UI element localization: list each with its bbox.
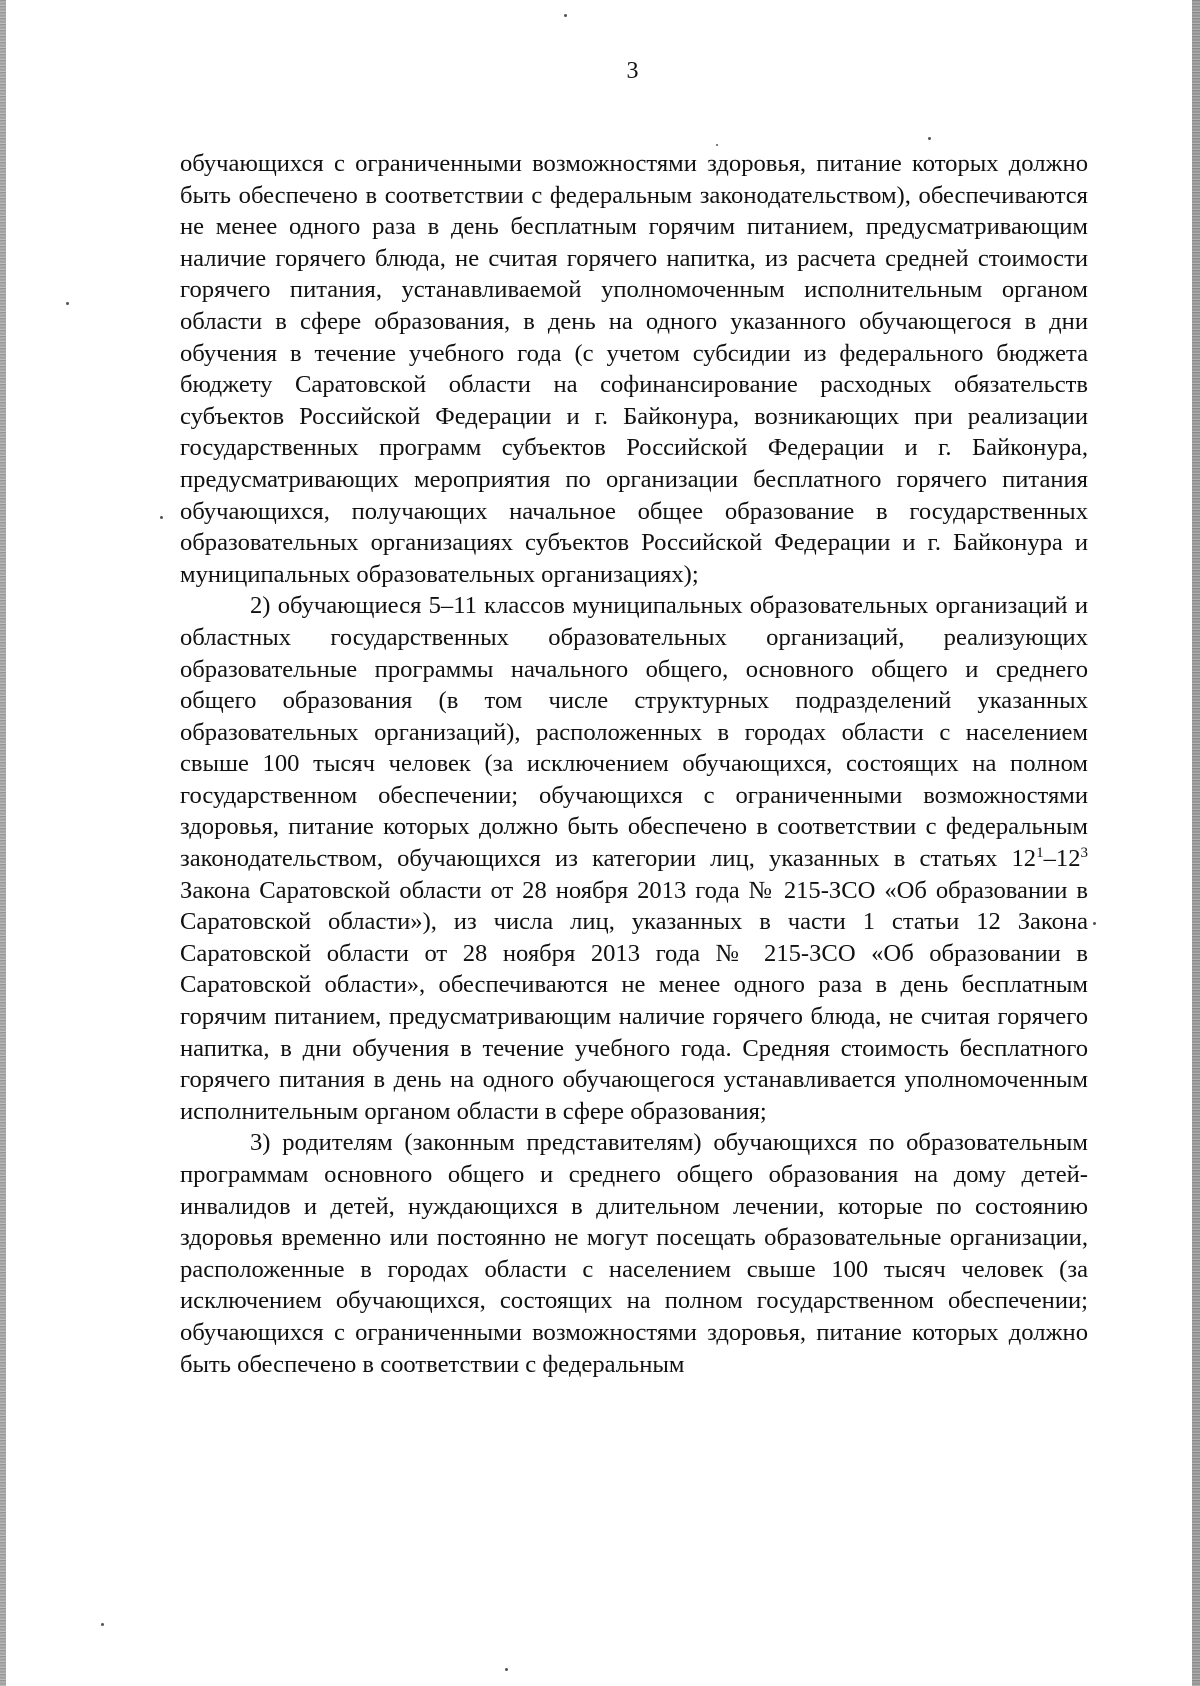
- superscript-article-end: 3: [1080, 844, 1088, 861]
- paragraph-item-2-text-c: Закона Саратовской области от 28 ноября 2013 года № 215-ЗСО «Об образовании в Саратовской области»), из числа лиц, указанных в части 1 статьи 12 Закона Саратовской области от 28 ноября 2013 года № 215-ЗСО «Об образовании в Саратовской области», обеспечиваются не менее одного раза в день бесплатным горячим питанием, предусматривающим наличие горячего блюда, не считая горячего напитка, в дни обучения в течение учебного года. Средняя стоимость бесплатного горячего питания в день на одного обучающегося устанавливается уполномоченным исполнительным органом области в сфере образования;: [180, 876, 1088, 1125]
- paragraph-continuation: обучающихся с ограниченными возможностями здоровья, питание которых должно быть обеспечено в соответствии с федеральным законодательством), обеспечиваются не менее одного раза в день бесплатным горячим питанием, предусматривающим наличие горячего блюда, не считая горячего напитка, из расчета средней стоимости горячего питания, устанавливаемой уполномоченным исполнительным органом области в сфере образования, в день на одного указанного обучающегося в дни обучения в течение учебного года (с учетом субсидии из федерального бюджета бюджету Саратовской области на софинансирование расходных обязательств субъектов Российской Федерации и г. Байконура, возникающих при реализации государственных программ субъектов Российской Федерации и г. Байконура, предусматривающих мероприятия по организации бесплатного горячего питания обучающихся, получающих начальное общее образование в государственных образовательных организациях субъектов Российской Федерации и г. Байконура и муниципальных образовательных организациях);: [180, 150, 1088, 588]
- scan-speck: [564, 14, 567, 17]
- scan-speck: [716, 144, 718, 146]
- scan-edge-right: [1192, 0, 1200, 1686]
- superscript-article-start: 1: [1036, 844, 1044, 861]
- scan-speck: [1093, 922, 1096, 925]
- paragraph-item-2: [180, 590, 1088, 1127]
- scan-edge-left: [0, 0, 6, 1686]
- scan-speck: [66, 302, 69, 305]
- paragraph-item-2-text-a: 2) обучающиеся 5–11 классов муниципальных образовательных организаций и областных государственных образовательных организаций, реализующих образовательные программы начального общего, основного общего и среднего общего образования (в том числе структурных подразделений указанных образовательных организаций), расположенных в городах области с населением свыше 100 тысяч человек (за исключением обучающихся, состоящих на полном государственном обеспечении; обучающихся с ограниченными возможностями здоровья, питание которых должно быть обеспечено в соответствии с федеральным законодательством, обучающихся из категории лиц, указанных в статьях 12: [180, 592, 1088, 873]
- page-number: 3: [626, 58, 639, 84]
- paragraph-item-2-text-b: –12: [1043, 845, 1081, 873]
- scan-speck: [928, 137, 931, 140]
- scan-speck: [505, 1668, 508, 1671]
- scan-speck: [101, 1623, 104, 1626]
- scan-speck: [160, 516, 163, 519]
- document-body: [180, 148, 1088, 1380]
- paragraph-item-3: 3) родителям (законным представителям) обучающихся по образовательным программам основного общего и среднего общего образования на дому детей-инвалидов и детей, нуждающихся в длительном лечении, которые по состоянию здоровья временно или постоянно не могут посещать образовательные организации, расположенные в городах области с населением свыше 100 тысяч человек (за исключением обучающихся, состоящих на полном государственном обеспечении; обучающихся с ограниченными возможностями здоровья, питание которых должно быть обеспечено в соответствии с федеральным: [180, 1129, 1088, 1378]
